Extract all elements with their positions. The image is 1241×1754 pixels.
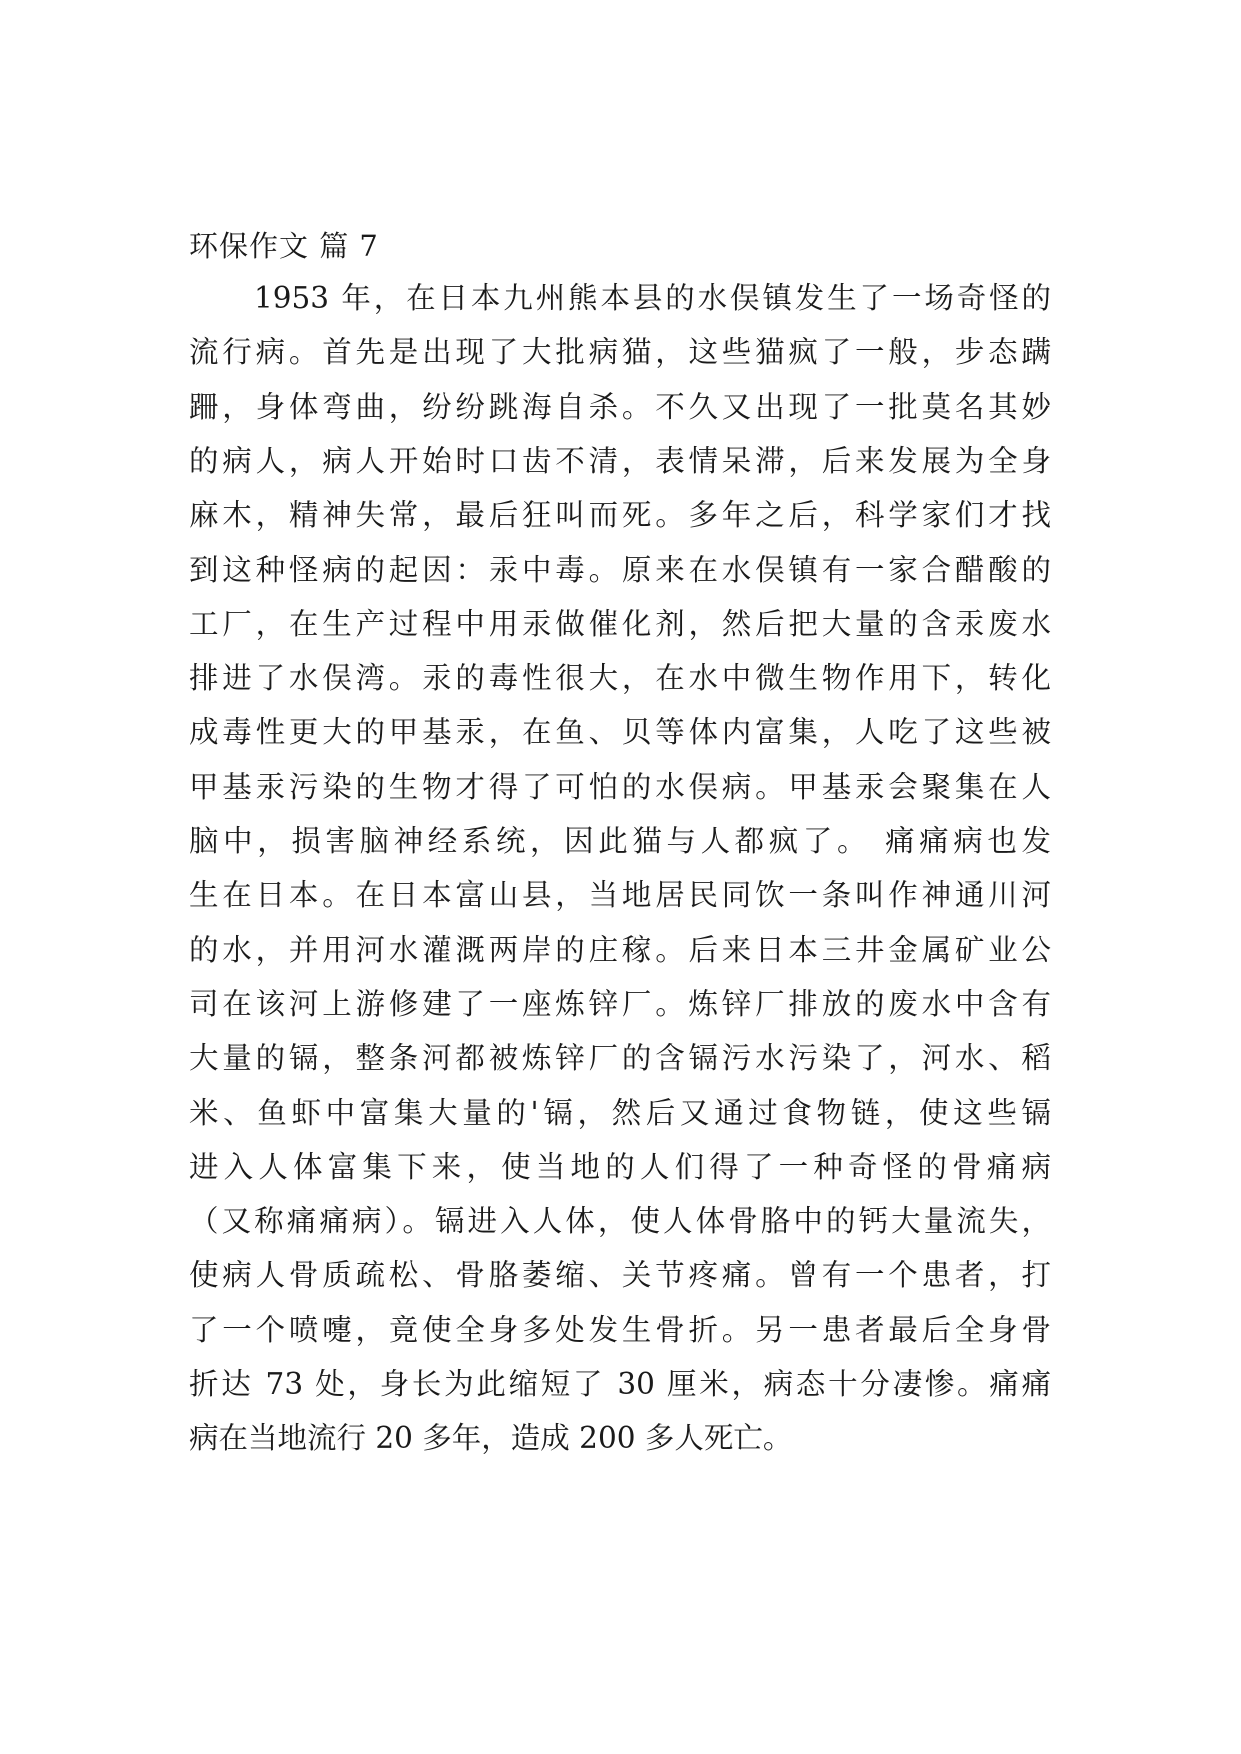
paragraph-line: 病在当地流行 20 多年，造成 200 多人死亡。 <box>189 1421 793 1456</box>
paragraph-line: 麻木，精神失常，最后狂叫而死。多年之后，科学家们才找 <box>189 498 1051 533</box>
paragraph-line: 1953 年，在日本九州熊本县的水俣镇发生了一场奇怪的 <box>254 281 1051 315</box>
document-heading: 环保作文 篇 7 <box>189 229 379 263</box>
paragraph-line: 成毒性更大的甲基汞，在鱼、贝等体内富集，人吃了这些被 <box>189 715 1051 750</box>
paragraph-line: 了一个喷嚏，竟使全身多处发生骨折。另一患者最后全身骨 <box>189 1312 1051 1347</box>
paragraph-line: 的水，并用河水灌溉两岸的庄稼。后来日本三井金属矿业公 <box>189 932 1051 967</box>
paragraph-line: 进入人体富集下来，使当地的人们得了一种奇怪的骨痛病 <box>189 1149 1051 1184</box>
paragraph-line: 生在日本。在日本富山县，当地居民同饮一条叫作神通川河 <box>189 878 1051 913</box>
paragraph-line: 工厂，在生产过程中用汞做催化剂，然后把大量的含汞废水 <box>189 606 1051 641</box>
paragraph-line: 甲基汞污染的生物才得了可怕的水俣病。甲基汞会聚集在人 <box>189 769 1051 804</box>
paragraph-line: 米、鱼虾中富集大量的'镉，然后又通过食物链，使这些镉 <box>189 1095 1051 1130</box>
paragraph-line: 的病人，病人开始时口齿不清，表情呆滞，后来发展为全身 <box>189 443 1051 478</box>
paragraph-line: （又称痛痛病）。镉进入人体，使人体骨胳中的钙大量流失， <box>189 1204 1051 1239</box>
paragraph-line: 流行病。首先是出现了大批病猫，这些猫疯了一般，步态蹒 <box>189 335 1051 370</box>
paragraph-line: 脑中，损害脑神经系统，因此猫与人都疯了。 痛痛病也发 <box>189 824 1051 858</box>
paragraph-line: 排进了水俣湾。汞的毒性很大，在水中微生物作用下，转化 <box>189 661 1051 696</box>
paragraph-line: 折达 73 处，身长为此缩短了 30 厘米，病态十分凄惨。痛痛 <box>189 1367 1051 1401</box>
paragraph-line: 到这种怪病的起因：汞中毒。原来在水俣镇有一家合醋酸的 <box>189 552 1051 587</box>
paragraph-line: 司在该河上游修建了一座炼锌厂。炼锌厂排放的废水中含有 <box>189 986 1051 1021</box>
paragraph-line: 使病人骨质疏松、骨胳萎缩、关节疼痛。曾有一个患者，打 <box>189 1258 1051 1293</box>
paragraph-line: 大量的镉，整条河都被炼锌厂的含镉污水污染了，河水、稻 <box>189 1041 1051 1076</box>
paragraph-line: 跚，身体弯曲，纷纷跳海自杀。不久又出现了一批莫名其妙 <box>189 389 1051 424</box>
